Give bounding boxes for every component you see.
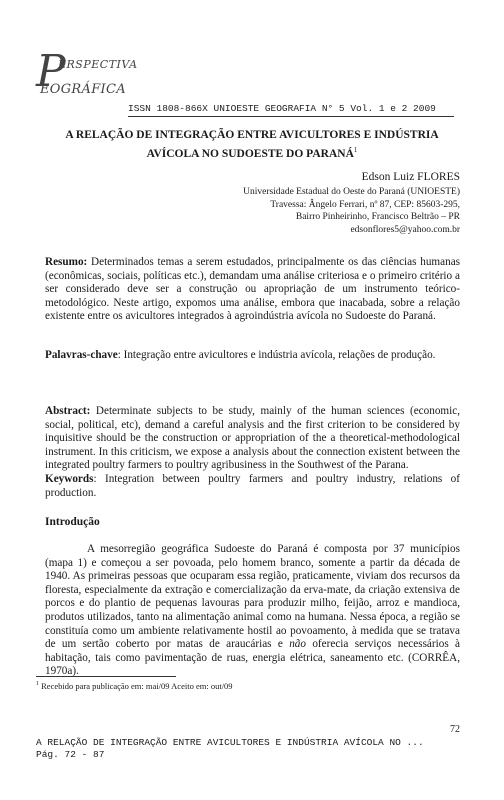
page-range: Pág. 72 - 87	[36, 749, 105, 760]
title-line-2: AVÍCOLA NO SUDOESTE DO PARANÁ	[146, 147, 354, 160]
affiliation-line: Bairro Pinheirinho, Francisco Beltrão – PR	[295, 212, 460, 222]
section-heading: Introdução	[45, 516, 100, 528]
intro-emphasis: não	[289, 638, 306, 651]
author-affiliation	[160, 186, 460, 236]
header-rule	[128, 116, 454, 117]
logo-initial: P	[36, 46, 66, 97]
author-email[interactable]: edsonflores5@yahoo.com.br	[350, 224, 460, 235]
journal-logo	[36, 46, 138, 108]
running-title: A RELAÇÃO DE INTEGRAÇÃO ENTRE AVICULTORES E INDÚSTRIA AVÍCOLA NO ...	[36, 737, 424, 748]
affiliation-line: Universidade Estadual do Oeste do Paraná (UNIOESTE)	[243, 187, 460, 197]
resumo-paragraph	[45, 256, 460, 324]
title-footnote-mark: 1	[353, 146, 358, 154]
title-line-1: A RELAÇÃO DE INTEGRAÇÃO ENTRE AVICULTORES E INDÚSTRIA	[65, 129, 439, 141]
palavras-chave-paragraph	[45, 349, 460, 363]
intro-text-part-1: A mesorregião geográfica Sudoeste do Paraná é composta por 37 municípios (mapa 1) e começou a ser povoada, pelo homem branco, somente a partir da década de 1940. As primeiras pessoas que ocuparam essa região, praticamente, viviam dos recursos da floresta, especialmente da extração e comercialização da erva-mate, da criação extensiva de porcos e do plantio de pequenas lavouras para produzir milho, feijão, arroz e mandioca, produtos utilizados, tanto na alimentação animal como na humana. Nessa época, a região se constituía como um ambiente relativamente hostil ao povoamento, à medida que se tratava de um sertão coberto por matas de araucárias e	[45, 543, 460, 651]
resumo-label: Resumo:	[45, 256, 88, 268]
keywords-label: Keywords	[45, 473, 94, 485]
logo-line-2: EOGRÁFICA	[40, 82, 126, 97]
keywords-text: : Integration between poultry farmers and poultry industry, relations of production.	[45, 473, 460, 499]
palavras-chave-label: Palavras-chave	[45, 349, 118, 361]
resumo-text: Determinados temas a serem estudados, principalmente os das ciências humanas (econômicas, sociais, políticas etc.), demandam uma análise criteriosa e o primeiro critério a ser considerado deve ser a construção ou apropriação de um instrumento teórico-metodológico. Neste artigo, expomos uma análise, embora que inacabada, sobre a relação existente entre os avicultores integrados à agroindústria avícola no Sudoeste do Paraná.	[45, 256, 461, 322]
abstract-label: Abstract:	[45, 405, 91, 417]
introduction-paragraph	[45, 543, 460, 679]
intro-text-part-2: oferecia serviços necessários à habitação, tais como pavimentação de ruas, energia elétrica, saneamento etc. (CORRÊA, 1970a).	[45, 638, 460, 678]
author-name: Edson Luiz FLORES	[361, 171, 460, 183]
abstract-paragraph	[45, 405, 460, 473]
footnote-mark: 1	[36, 681, 39, 688]
footnote-rule	[36, 676, 176, 677]
affiliation-line: Travessa: Ângelo Ferrari, nº 87, CEP: 85603-295,	[270, 199, 460, 210]
keywords-paragraph	[45, 473, 460, 500]
page-number: 72	[450, 724, 460, 735]
footnote-text: Recebido para publicação em: mai/09 Aceito em: out/09	[39, 681, 233, 691]
running-footer	[36, 737, 424, 761]
issn-line: ISSN 1808-866X UNIOESTE GEOGRAFIA N° 5 Vol. 1 e 2 2009	[128, 103, 436, 114]
palavras-chave-text: : Integração entre avicultores e indústria avícola, relações de produção.	[117, 349, 436, 361]
logo-line-1: ERSPECTIVA	[58, 58, 138, 71]
footnote	[36, 681, 233, 691]
abstract-text: Determinate subjects to be study, mainly of the human sciences (economic, social, political, etc), demand a careful analysis and the first criterion to be considered by inquisitive should be the construction or appropriation of the a theoretical-methodological instrument. In this criticism, we expose a analysis about the connection existent between the integrated poultry farmers to poultry agribusiness in the Southwest of the Parana.	[45, 405, 460, 471]
article-title	[36, 128, 468, 162]
